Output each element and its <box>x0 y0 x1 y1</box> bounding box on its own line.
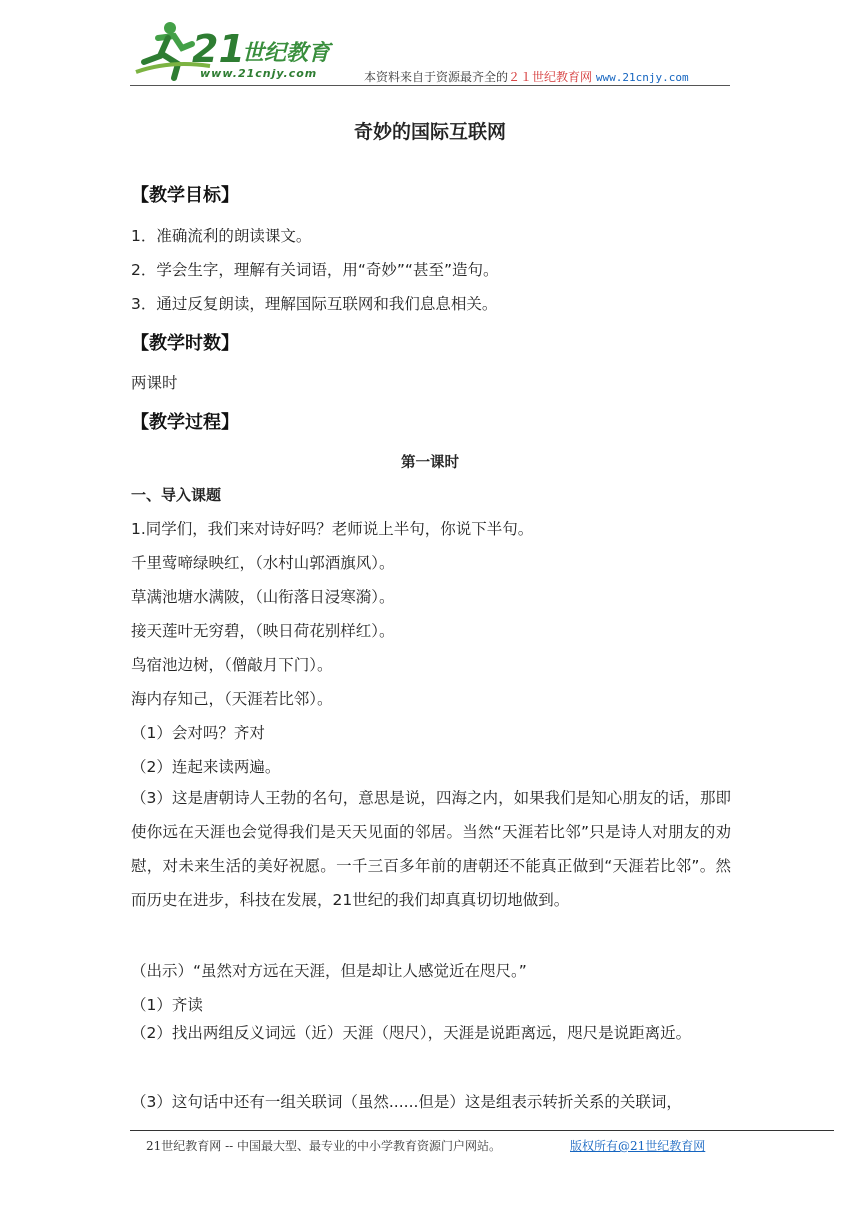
logo-url-text: www.21cnjy.com <box>200 67 318 80</box>
hours-text: 两课时 <box>131 374 178 392</box>
paragraph-antonyms: （2）找出两组反义词远（近）天涯（咫尺），天涯是说距离远，咫尺是说距离近。 <box>131 1024 692 1042</box>
list-item: （1）会对吗？齐对 <box>131 724 265 742</box>
footer-text: 21世纪教育网 -- 中国最大型、最专业的中小学教育资源门户网站。 <box>146 1139 502 1153</box>
header-divider <box>130 85 730 86</box>
list-item: 草满池塘水满陂，（山衔落日浸寒漪）。 <box>131 588 395 606</box>
list-item: 鸟宿池边树，（僧敲月下门）。 <box>131 656 333 674</box>
list-item: （3）这句话中还有一组关联词（虽然......但是）这是组表示转折关系的关联词， <box>131 1093 682 1111</box>
goal-item-1: 1．准确流利的朗读课文。 <box>131 227 312 245</box>
header-url[interactable]: www.21cnjy.com <box>595 71 689 84</box>
hours-heading: 【教学时数】 <box>131 333 239 354</box>
quote-line: （出示）“虽然对方远在天涯，但是却让人感觉近在咫尺。” <box>131 962 527 980</box>
header-source-text <box>364 68 689 85</box>
process-heading: 【教学过程】 <box>131 412 239 433</box>
goal-item-2: 2．学会生字，理解有关词语，用“奇妙”“甚至”造句。 <box>131 261 499 279</box>
list-item: 1.同学们，我们来对诗好吗？老师说上半句，你说下半句。 <box>131 520 534 538</box>
footer-divider <box>130 1130 834 1131</box>
header-prefix: 本资料来自于资源最齐全的 <box>364 70 509 84</box>
list-item: （1）齐读 <box>131 996 203 1014</box>
page-header <box>130 14 730 86</box>
part-one-heading: 一、导入课题 <box>131 486 222 504</box>
list-item: 千里莺啼绿映红，（水村山郭酒旗风）。 <box>131 554 395 572</box>
lesson-one-heading: 第一课时 <box>401 455 459 471</box>
paragraph-explanation: （3）这是唐朝诗人王勃的名句，意思是说，四海之内，如果我们是知心朋友的话，那即使你远在天涯也会觉得我们是天天见面的邻居。当然“天涯若比邻”只是诗人对朋友的劝慰，对未来生活的美好祝愿。一千三百多年前的唐朝还不能真正做到“天涯若比邻”。然而历史在进步，科技在发展，21世纪的我们却真真切切地做到。 <box>131 789 731 909</box>
goals-heading: 【教学目标】 <box>131 185 239 206</box>
site-logo <box>130 14 350 86</box>
svg-text:21: 21 <box>192 27 245 71</box>
document-title: 奇妙的国际互联网 <box>353 121 506 143</box>
footer-copyright-link[interactable]: 版权所有@21世纪教育网 <box>570 1139 706 1153</box>
list-item: （2）连起来读两遍。 <box>131 758 281 776</box>
header-site-name[interactable]: ２１世纪教育网 <box>508 70 593 84</box>
list-item: 海内存知己，（天涯若比邻）。 <box>131 690 333 708</box>
list-item: 接天莲叶无穷碧，（映日荷花别样红）。 <box>131 622 395 640</box>
svg-text:世纪教育: 世纪教育 <box>242 41 331 66</box>
goal-item-3: 3．通过反复朗读，理解国际互联网和我们息息相关。 <box>131 295 498 313</box>
